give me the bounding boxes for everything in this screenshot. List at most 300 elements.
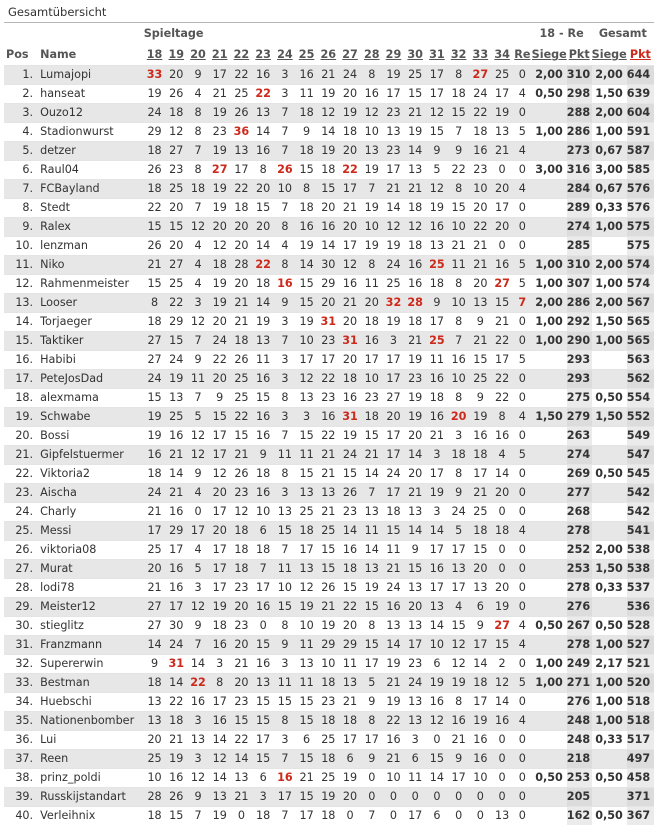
recent-siege [532,598,567,617]
player-name[interactable]: stieglitz [37,617,144,636]
matchday-score: 17 [296,541,318,560]
total-pkt: 576 [627,199,654,218]
matchday-best-score: 22 [187,674,209,693]
total-siege [592,351,627,370]
matchday-score: 20 [231,598,253,617]
matchday-score: 8 [448,275,470,294]
col-total-pkt[interactable]: Pkt [627,45,654,66]
matchday-score: 24 [165,636,187,655]
player-name[interactable]: Franzmann [37,636,144,655]
matchday-score: 26 [144,237,166,256]
matchday-score: 8 [448,693,470,712]
player-name[interactable]: Charly [37,503,144,522]
table-row [4,313,654,332]
total-pkt: 552 [627,408,654,427]
matchday-score: 14 [144,636,166,655]
re-cell: 4 [513,617,532,636]
col-matchday-29[interactable]: 29 [383,45,405,66]
matchday-score: 12 [448,655,470,674]
player-name[interactable]: Ouzo12 [37,104,144,123]
matchday-score: 18 [296,142,318,161]
col-matchday-26[interactable]: 26 [317,45,339,66]
total-pkt: 591 [627,123,654,142]
matchday-score: 20 [491,579,513,598]
re-cell: 5 [513,123,532,142]
rank-cell: 1. [4,66,37,85]
table-row [4,85,654,104]
col-matchday-27[interactable]: 27 [339,45,361,66]
matchday-score: 16 [469,731,491,750]
player-name[interactable]: Torjaeger [37,313,144,332]
matchday-score: 15 [144,389,166,408]
matchday-score: 16 [383,731,405,750]
player-name[interactable]: Nationenbomber [37,712,144,731]
matchday-score: 19 [209,180,231,199]
rank-cell: 27. [4,560,37,579]
matchday-score: 0 [252,617,274,636]
matchday-score: 5 [187,560,209,579]
player-name[interactable]: FCBayland [37,180,144,199]
matchday-score: 9 [187,617,209,636]
total-siege: 0,50 [592,807,627,825]
total-siege: 0,50 [592,465,627,484]
matchday-score: 18 [469,522,491,541]
matchday-score: 13 [469,579,491,598]
matchday-score: 20 [317,294,339,313]
col-matchday-21[interactable]: 21 [209,45,231,66]
player-name[interactable]: Huebschi [37,693,144,712]
recent-siege [532,693,567,712]
total-pkt: 520 [627,674,654,693]
matchday-score: 8 [361,617,383,636]
matchday-score: 16 [426,408,448,427]
matchday-score: 9 [187,351,209,370]
matchday-score: 12 [187,218,209,237]
matchday-score: 7 [274,104,296,123]
matchday-score: 8 [274,256,296,275]
matchday-score: 20 [469,199,491,218]
player-name[interactable]: viktoria08 [37,541,144,560]
player-name[interactable]: Viktoria2 [37,465,144,484]
matchday-score: 15 [231,427,253,446]
matchday-score: 20 [209,218,231,237]
matchday-score: 8 [448,66,470,85]
matchday-score: 6 [296,731,318,750]
re-cell: 0 [513,731,532,750]
matchday-score: 20 [231,636,253,655]
matchday-score: 13 [404,693,426,712]
matchday-score: 19 [404,408,426,427]
matchday-score: 21 [383,560,405,579]
matchday-score: 20 [209,370,231,389]
matchday-score: 29 [317,275,339,294]
matchday-score: 17 [383,370,405,389]
col-matchday-32[interactable]: 32 [448,45,470,66]
recent-siege: 0,50 [532,617,567,636]
matchday-score: 7 [274,123,296,142]
player-name[interactable]: PeteJosDad [37,370,144,389]
re-cell: 0 [513,579,532,598]
matchday-score: 16 [252,598,274,617]
matchday-score: 7 [274,750,296,769]
table-row [4,750,654,769]
recent-siege: 1,00 [532,674,567,693]
col-matchday-33[interactable]: 33 [469,45,491,66]
matchday-score: 20 [209,484,231,503]
matchday-score: 0 [491,237,513,256]
matchday-score: 0 [491,161,513,180]
matchday-score: 0 [448,807,470,825]
matchday-score: 3 [274,370,296,389]
matchday-score: 10 [383,769,405,788]
matchday-score: 24 [383,256,405,275]
matchday-score: 21 [317,66,339,85]
player-name[interactable]: Verleihnix [37,807,144,825]
total-pkt: 574 [627,275,654,294]
matchday-score: 21 [165,446,187,465]
table-row [4,788,654,807]
matchday-score: 19 [426,199,448,218]
total-siege [592,503,627,522]
matchday-score: 29 [339,636,361,655]
matchday-score: 13 [339,674,361,693]
col-matchday-24[interactable]: 24 [274,45,296,66]
matchday-score: 3 [296,408,318,427]
total-siege: 0,50 [592,769,627,788]
player-name[interactable]: Taktiker [37,332,144,351]
matchday-score: 24 [144,370,166,389]
matchday-score: 21 [339,199,361,218]
matchday-score: 10 [448,370,470,389]
matchday-score: 7 [187,636,209,655]
table-row [4,104,654,123]
matchday-score: 9 [144,655,166,674]
matchday-score: 19 [404,389,426,408]
matchday-score: 3 [404,731,426,750]
matchday-score: 8 [252,161,274,180]
matchday-score: 13 [296,560,318,579]
matchday-score: 14 [296,256,318,275]
col-pos[interactable]: Pos [4,45,37,66]
matchday-best-score: 32 [383,294,405,313]
table-row [4,66,654,85]
col-matchday-20[interactable]: 20 [187,45,209,66]
re-cell: 0 [513,370,532,389]
player-name[interactable]: Gipfelstuermer [37,446,144,465]
matchday-score: 19 [383,66,405,85]
matchday-score: 11 [339,655,361,674]
player-name[interactable]: Rahmenmeister [37,275,144,294]
table-row [4,636,654,655]
rank-cell: 26. [4,541,37,560]
matchday-best-score: 33 [144,66,166,85]
matchday-score: 23 [339,503,361,522]
recent-pkt: 310 [567,256,592,275]
matchday-score: 22 [448,161,470,180]
recent-pkt: 289 [567,199,592,218]
matchday-score: 8 [274,617,296,636]
matchday-score: 21 [231,788,253,807]
recent-siege: 1,00 [532,313,567,332]
col-recent-siege[interactable]: Siege [532,45,567,66]
rank-cell: 29. [4,598,37,617]
matchday-score: 19 [144,408,166,427]
matchday-score: 24 [165,351,187,370]
matchday-score: 18 [231,541,253,560]
recent-pkt: 293 [567,370,592,389]
recent-siege: 1,00 [532,655,567,674]
matchday-score: 11 [252,351,274,370]
recent-siege [532,731,567,750]
matchday-score: 9 [209,389,231,408]
total-pkt: 521 [627,655,654,674]
player-name[interactable]: Stadionwurst [37,123,144,142]
total-siege: 1,00 [592,332,627,351]
col-total-siege[interactable]: Siege [592,45,627,66]
recent-siege [532,788,567,807]
matchday-score: 15 [296,750,318,769]
matchday-score: 14 [252,123,274,142]
re-cell: 0 [513,161,532,180]
total-pkt: 565 [627,332,654,351]
recent-pkt: 269 [567,465,592,484]
matchday-score: 13 [383,123,405,142]
col-recent-pkt[interactable]: Pkt [567,45,592,66]
matchday-score: 25 [469,503,491,522]
matchday-score: 26 [317,579,339,598]
player-name[interactable]: Ralex [37,218,144,237]
matchday-score: 21 [339,693,361,712]
matchday-score: 18 [317,807,339,825]
matchday-score: 7 [187,199,209,218]
player-name[interactable]: Bestman [37,674,144,693]
matchday-score: 30 [317,256,339,275]
rank-cell: 37. [4,750,37,769]
col-matchday-25[interactable]: 25 [296,45,318,66]
player-name[interactable]: alexmama [37,389,144,408]
col-re[interactable]: Re [513,45,532,66]
matchday-score: 16 [252,484,274,503]
matchday-score: 7 [361,484,383,503]
matchday-score: 19 [144,427,166,446]
col-matchday-22[interactable]: 22 [231,45,253,66]
matchday-score: 20 [317,199,339,218]
matchday-best-score: 22 [252,85,274,104]
matchday-score: 22 [231,66,253,85]
player-name[interactable]: prinz_poldi [37,769,144,788]
matchday-score: 18 [144,807,166,825]
table-row [4,427,654,446]
matchday-score: 13 [231,769,253,788]
player-name[interactable]: hanseat [37,85,144,104]
matchday-score: 20 [339,351,361,370]
matchday-score: 17 [491,85,513,104]
matchday-score: 20 [231,237,253,256]
matchday-score: 25 [404,66,426,85]
player-name[interactable]: Supererwin [37,655,144,674]
rank-cell: 24. [4,503,37,522]
player-name[interactable]: Habibi [37,351,144,370]
matchday-score: 11 [383,541,405,560]
player-name[interactable]: Murat [37,560,144,579]
recent-pkt: 253 [567,560,592,579]
matchday-score: 21 [448,731,470,750]
rank-cell: 38. [4,769,37,788]
matchday-score: 15 [296,693,318,712]
col-matchday-31[interactable]: 31 [426,45,448,66]
matchday-score: 0 [361,769,383,788]
player-name[interactable]: Messi [37,522,144,541]
player-name[interactable]: Schwabe [37,408,144,427]
matchday-best-score: 31 [339,408,361,427]
matchday-score: 19 [165,750,187,769]
matchday-score: 14 [426,617,448,636]
recent-pkt: 298 [567,85,592,104]
matchday-score: 10 [274,180,296,199]
player-name[interactable]: Bossi [37,427,144,446]
rank-cell: 14. [4,313,37,332]
matchday-score: 13 [361,560,383,579]
player-name[interactable]: Looser [37,294,144,313]
recent-pkt: 279 [567,408,592,427]
player-name[interactable]: Lumajopi [37,66,144,85]
matchday-score: 17 [252,579,274,598]
matchday-score: 17 [426,85,448,104]
matchday-score: 19 [426,674,448,693]
matchday-score: 5 [426,161,448,180]
recent-siege: 0,50 [532,769,567,788]
total-siege: 0,50 [592,389,627,408]
matchday-score: 7 [448,123,470,142]
re-cell: 0 [513,465,532,484]
col-matchday-18[interactable]: 18 [144,45,166,66]
player-name[interactable]: lenzman [37,237,144,256]
matchday-score: 3 [274,313,296,332]
player-name[interactable]: Russkijstandart [37,788,144,807]
matchday-score: 4 [187,275,209,294]
col-matchday-30[interactable]: 30 [404,45,426,66]
matchday-score: 15 [296,427,318,446]
matchday-score: 16 [165,769,187,788]
col-matchday-34[interactable]: 34 [491,45,513,66]
player-name[interactable]: Aischa [37,484,144,503]
matchday-score: 13 [252,104,274,123]
matchday-score: 20 [361,294,383,313]
player-name[interactable]: Reen [37,750,144,769]
matchday-score: 18 [252,275,274,294]
player-name[interactable]: Lui [37,731,144,750]
matchday-score: 29 [165,522,187,541]
matchday-best-score: 25 [426,332,448,351]
player-name[interactable]: lodi78 [37,579,144,598]
matchday-score: 19 [296,313,318,332]
matchday-score: 25 [231,389,253,408]
matchday-score: 17 [361,351,383,370]
matchday-score: 0 [448,788,470,807]
matchday-score: 14 [187,655,209,674]
matchday-score: 14 [404,142,426,161]
matchday-score: 6 [404,750,426,769]
matchday-score: 13 [404,712,426,731]
player-name[interactable]: Niko [37,256,144,275]
matchday-score: 16 [426,370,448,389]
matchday-score: 18 [339,370,361,389]
matchday-score: 9 [469,389,491,408]
recent-siege: 1,00 [532,123,567,142]
matchday-score: 12 [165,123,187,142]
recent-siege [532,712,567,731]
matchday-score: 4 [187,541,209,560]
matchday-score: 23 [231,693,253,712]
re-cell: 5 [513,674,532,693]
matchday-score: 22 [317,427,339,446]
matchday-score: 20 [339,788,361,807]
re-cell: 0 [513,66,532,85]
group-gesamt: Gesamt [592,23,654,45]
col-matchday-28[interactable]: 28 [361,45,383,66]
matchday-score: 7 [274,807,296,825]
matchday-score: 11 [426,351,448,370]
matchday-score: 13 [317,484,339,503]
matchday-score: 7 [252,560,274,579]
table-row [4,408,654,427]
matchday-score: 21 [361,446,383,465]
matchday-score: 10 [317,655,339,674]
player-name[interactable]: detzer [37,142,144,161]
matchday-score: 12 [426,712,448,731]
matchday-score: 10 [448,294,470,313]
total-siege [592,484,627,503]
recent-siege [532,218,567,237]
matchday-score: 6 [339,750,361,769]
total-siege: 2,00 [592,294,627,313]
matchday-score: 15 [296,161,318,180]
recent-pkt: 310 [567,66,592,85]
matchday-score: 12 [317,104,339,123]
matchday-score: 25 [144,750,166,769]
matchday-score: 9 [448,484,470,503]
matchday-score: 15 [296,294,318,313]
matchday-best-score: 16 [274,275,296,294]
player-name[interactable]: Raul04 [37,161,144,180]
re-cell: 0 [513,427,532,446]
recent-pkt: 278 [567,636,592,655]
matchday-score: 16 [317,408,339,427]
matchday-score: 17 [317,351,339,370]
col-matchday-19[interactable]: 19 [165,45,187,66]
total-pkt: 367 [627,807,654,825]
matchday-score: 23 [231,484,253,503]
matchday-score: 12 [448,636,470,655]
matchday-score: 0 [491,750,513,769]
recent-pkt: 248 [567,731,592,750]
col-matchday-23[interactable]: 23 [252,45,274,66]
recent-siege [532,237,567,256]
matchday-score: 26 [165,788,187,807]
matchday-score: 21 [491,142,513,161]
matchday-score: 11 [404,769,426,788]
page-title: Gesamtübersicht [4,0,654,23]
recent-pkt: 293 [567,351,592,370]
player-name[interactable]: Meister12 [37,598,144,617]
matchday-score: 24 [404,674,426,693]
matchday-score: 17 [383,85,405,104]
recent-pkt: 286 [567,123,592,142]
player-name[interactable]: Stedt [37,199,144,218]
col-name[interactable]: Name [37,45,144,66]
rank-cell: 10. [4,237,37,256]
rank-cell: 15. [4,332,37,351]
